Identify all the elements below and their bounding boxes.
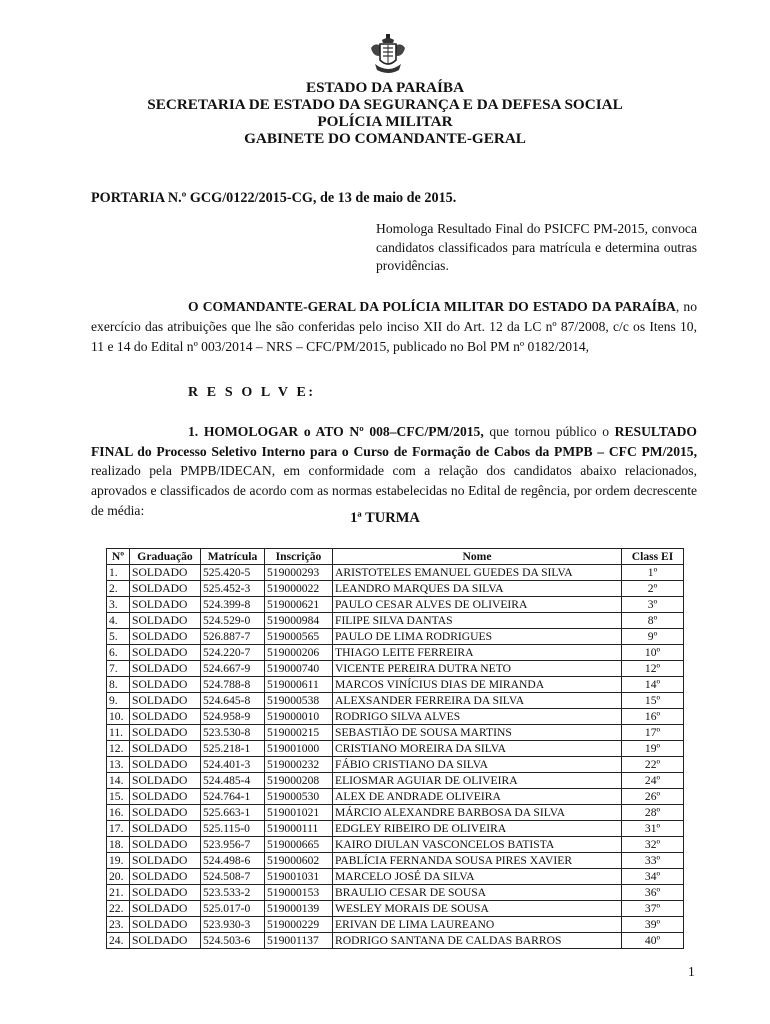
cell-registration: 524.958-9 — [201, 709, 265, 725]
cell-name: ARISTOTELES EMANUEL GUEDES DA SILVA — [333, 565, 622, 581]
cell-registration: 524.529-0 — [201, 613, 265, 629]
table-row — [107, 837, 684, 853]
cell-name: WESLEY MORAIS DE SOUSA — [333, 901, 622, 917]
table-row — [107, 565, 684, 581]
cell-rank: SOLDADO — [130, 677, 201, 693]
cell-registration: 523.533-2 — [201, 885, 265, 901]
item-1-text-b: realizado pela PMPB/IDECAN, em conformidade com a relação dos candidatos abaixo relacionados, aprovados e classificados de acordo com as normas estabelecidas no Edital de regência, por ordem decrescente de média: — [91, 463, 697, 518]
cell-classification: 2º — [622, 581, 684, 597]
cell-rank: SOLDADO — [130, 581, 201, 597]
intro-bold-heading: O COMANDANTE-GERAL DA POLÍCIA MILITAR DO ESTADO DA PARAÍBA — [188, 299, 676, 314]
cell-rank: SOLDADO — [130, 789, 201, 805]
cell-classification: 39º — [622, 917, 684, 933]
header-cabinet: GABINETE DO COMANDANTE-GERAL — [244, 130, 526, 147]
cell-number: 24. — [107, 933, 130, 949]
cell-number: 8. — [107, 677, 130, 693]
cell-name: LEANDRO MARQUES DA SILVA — [333, 581, 622, 597]
cell-rank: SOLDADO — [130, 821, 201, 837]
cell-rank: SOLDADO — [130, 597, 201, 613]
table-row — [107, 693, 684, 709]
cell-registration: 524.498-6 — [201, 853, 265, 869]
candidates-table — [106, 548, 684, 949]
cell-name: PAULO DE LIMA RODRIGUES — [333, 629, 622, 645]
cell-number: 7. — [107, 661, 130, 677]
cell-classification: 19º — [622, 741, 684, 757]
cell-enrollment: 519000621 — [265, 597, 333, 613]
cell-name: MARCELO JOSÉ DA SILVA — [333, 869, 622, 885]
cell-enrollment: 519000530 — [265, 789, 333, 805]
cell-classification: 31º — [622, 821, 684, 837]
cell-registration: 524.788-8 — [201, 677, 265, 693]
cell-classification: 15º — [622, 693, 684, 709]
cell-rank: SOLDADO — [130, 853, 201, 869]
cell-enrollment: 519000611 — [265, 677, 333, 693]
cell-name: PAULO CESAR ALVES DE OLIVEIRA — [333, 597, 622, 613]
table-row — [107, 725, 684, 741]
cell-enrollment: 519000602 — [265, 853, 333, 869]
table-row — [107, 661, 684, 677]
cell-enrollment: 519000665 — [265, 837, 333, 853]
cell-name: EDGLEY RIBEIRO DE OLIVEIRA — [333, 821, 622, 837]
table-header-row — [107, 549, 684, 565]
cell-classification: 37º — [622, 901, 684, 917]
class-group-title: 1ª TURMA — [350, 510, 420, 526]
cell-rank: SOLDADO — [130, 709, 201, 725]
cell-number: 18. — [107, 837, 130, 853]
table-row — [107, 677, 684, 693]
cell-rank: SOLDADO — [130, 933, 201, 949]
cell-registration: 525.420-5 — [201, 565, 265, 581]
table-row — [107, 789, 684, 805]
header-police: POLÍCIA MILITAR — [317, 113, 453, 130]
cell-name: MÁRCIO ALEXANDRE BARBOSA DA SILVA — [333, 805, 622, 821]
cell-number: 21. — [107, 885, 130, 901]
cell-registration: 525.218-1 — [201, 741, 265, 757]
cell-enrollment: 519000565 — [265, 629, 333, 645]
cell-registration: 524.401-3 — [201, 757, 265, 773]
item-1-paragraph — [91, 422, 697, 521]
cell-enrollment: 519000984 — [265, 613, 333, 629]
cell-number: 19. — [107, 853, 130, 869]
table-row — [107, 885, 684, 901]
cell-name: BRAULIO CESAR DE SOUSA — [333, 885, 622, 901]
header-name: Nome — [333, 549, 622, 565]
cell-number: 15. — [107, 789, 130, 805]
cell-enrollment: 519000232 — [265, 757, 333, 773]
cell-classification: 36º — [622, 885, 684, 901]
table-row — [107, 709, 684, 725]
cell-classification: 8º — [622, 613, 684, 629]
cell-rank: SOLDADO — [130, 565, 201, 581]
cell-enrollment: 519000010 — [265, 709, 333, 725]
cell-classification: 9º — [622, 629, 684, 645]
cell-number: 1. — [107, 565, 130, 581]
cell-name: CRISTIANO MOREIRA DA SILVA — [333, 741, 622, 757]
cell-classification: 22º — [622, 757, 684, 773]
cell-name: KAIRO DIULAN VASCONCELOS BATISTA — [333, 837, 622, 853]
cell-number: 12. — [107, 741, 130, 757]
table-row — [107, 853, 684, 869]
cell-number: 23. — [107, 917, 130, 933]
cell-rank: SOLDADO — [130, 837, 201, 853]
item-1-bold-result: RESULTADO FINAL do Processo Seletivo Interno para o Curso de Formação de Cabos da PMPB – CFC PM/2015, — [91, 424, 697, 459]
cell-number: 3. — [107, 597, 130, 613]
cell-rank: SOLDADO — [130, 917, 201, 933]
cell-enrollment: 519000740 — [265, 661, 333, 677]
cell-enrollment: 519000153 — [265, 885, 333, 901]
header-secretariat: SECRETARIA DE ESTADO DA SEGURANÇA E DA DEFESA SOCIAL — [147, 96, 623, 113]
cell-enrollment: 519001000 — [265, 741, 333, 757]
cell-number: 5. — [107, 629, 130, 645]
table-row — [107, 821, 684, 837]
table-row — [107, 597, 684, 613]
header-rank: Graduação — [130, 549, 201, 565]
cell-name: ALEXSANDER FERREIRA DA SILVA — [333, 693, 622, 709]
cell-rank: SOLDADO — [130, 757, 201, 773]
cell-enrollment: 519000139 — [265, 901, 333, 917]
cell-name: PABLÍCIA FERNANDA SOUSA PIRES XAVIER — [333, 853, 622, 869]
cell-classification: 26º — [622, 789, 684, 805]
cell-rank: SOLDADO — [130, 773, 201, 789]
cell-number: 20. — [107, 869, 130, 885]
cell-number: 6. — [107, 645, 130, 661]
cell-name: VICENTE PEREIRA DUTRA NETO — [333, 661, 622, 677]
page-number: 1 — [688, 964, 695, 979]
cell-registration: 523.930-3 — [201, 917, 265, 933]
cell-rank: SOLDADO — [130, 741, 201, 757]
cell-enrollment: 519001021 — [265, 805, 333, 821]
cell-number: 14. — [107, 773, 130, 789]
cell-registration: 525.452-3 — [201, 581, 265, 597]
cell-number: 4. — [107, 613, 130, 629]
cell-registration: 524.764-1 — [201, 789, 265, 805]
cell-registration: 524.503-6 — [201, 933, 265, 949]
header-classification: Class EI — [622, 549, 684, 565]
cell-number: 13. — [107, 757, 130, 773]
cell-registration: 524.667-9 — [201, 661, 265, 677]
table-row — [107, 917, 684, 933]
cell-registration: 524.645-8 — [201, 693, 265, 709]
cell-registration: 524.508-7 — [201, 869, 265, 885]
header-number: Nº — [107, 549, 130, 565]
table-body — [107, 565, 684, 949]
cell-enrollment: 519000208 — [265, 773, 333, 789]
ementa-summary: Homologa Resultado Final do PSICFC PM-2015, convoca candidatos classificados para matrícula e determina outras providências. — [376, 221, 697, 273]
cell-registration: 524.485-4 — [201, 773, 265, 789]
cell-classification: 1º — [622, 565, 684, 581]
cell-registration: 525.017-0 — [201, 901, 265, 917]
table-row — [107, 613, 684, 629]
cell-name: RODRIGO SILVA ALVES — [333, 709, 622, 725]
cell-rank: SOLDADO — [130, 901, 201, 917]
cell-number: 2. — [107, 581, 130, 597]
state-coat-of-arms-icon — [369, 34, 407, 76]
cell-classification: 16º — [622, 709, 684, 725]
cell-classification: 24º — [622, 773, 684, 789]
cell-name: ERIVAN DE LIMA LAUREANO — [333, 917, 622, 933]
header-state: ESTADO DA PARAÍBA — [305, 79, 465, 96]
cell-enrollment: 519000111 — [265, 821, 333, 837]
cell-number: 9. — [107, 693, 130, 709]
table-row — [107, 757, 684, 773]
cell-classification: 34º — [622, 869, 684, 885]
cell-enrollment: 519001031 — [265, 869, 333, 885]
item-1-bold-act: 1. HOMOLOGAR o ATO Nº 008–CFC/PM/2015, — [188, 424, 484, 439]
document-header — [0, 79, 770, 147]
cell-classification: 12º — [622, 661, 684, 677]
cell-name: SEBASTIÃO DE SOUSA MARTINS — [333, 725, 622, 741]
cell-name: ELIOSMAR AGUIAR DE OLIVEIRA — [333, 773, 622, 789]
cell-enrollment: 519000022 — [265, 581, 333, 597]
cell-classification: 10º — [622, 645, 684, 661]
cell-rank: SOLDADO — [130, 693, 201, 709]
cell-registration: 523.956-7 — [201, 837, 265, 853]
intro-paragraph — [91, 297, 697, 357]
table-row — [107, 581, 684, 597]
cell-name: MARCOS VINÍCIUS DIAS DE MIRANDA — [333, 677, 622, 693]
cell-classification: 33º — [622, 853, 684, 869]
item-1-text-a: que tornou público o — [483, 424, 615, 439]
cell-classification: 40º — [622, 933, 684, 949]
cell-number: 11. — [107, 725, 130, 741]
cell-registration: 524.399-8 — [201, 597, 265, 613]
cell-registration: 525.663-1 — [201, 805, 265, 821]
intro-text: , no exercício das atribuições que lhe são conferidas pelo inciso XII do Art. 12 da LC nº 87/2008, c/c os Itens 10, 11 e 14 do Edital nº 003/2014 – NRS – CFC/PM/2015, publicado no Bol PM nº 0182/2014, — [91, 299, 697, 354]
table-row — [107, 869, 684, 885]
table-row — [107, 805, 684, 821]
cell-number: 17. — [107, 821, 130, 837]
cell-rank: SOLDADO — [130, 869, 201, 885]
cell-enrollment: 519000215 — [265, 725, 333, 741]
cell-registration: 523.530-8 — [201, 725, 265, 741]
cell-enrollment: 519001137 — [265, 933, 333, 949]
header-enrollment: Inscrição — [265, 549, 333, 565]
cell-rank: SOLDADO — [130, 661, 201, 677]
cell-classification: 14º — [622, 677, 684, 693]
cell-registration: 524.220-7 — [201, 645, 265, 661]
table-row — [107, 901, 684, 917]
table-row — [107, 629, 684, 645]
cell-classification: 17º — [622, 725, 684, 741]
cell-rank: SOLDADO — [130, 629, 201, 645]
cell-registration: 526.887-7 — [201, 629, 265, 645]
cell-rank: SOLDADO — [130, 805, 201, 821]
cell-enrollment: 519000206 — [265, 645, 333, 661]
portaria-title: PORTARIA N.º GCG/0122/2015-CG, de 13 de maio de 2015. — [91, 190, 457, 206]
cell-rank: SOLDADO — [130, 613, 201, 629]
cell-classification: 28º — [622, 805, 684, 821]
cell-classification: 32º — [622, 837, 684, 853]
table-row — [107, 645, 684, 661]
cell-rank: SOLDADO — [130, 885, 201, 901]
cell-name: ALEX DE ANDRADE OLIVEIRA — [333, 789, 622, 805]
table-row — [107, 773, 684, 789]
cell-name: FILIPE SILVA DANTAS — [333, 613, 622, 629]
cell-enrollment: 519000538 — [265, 693, 333, 709]
cell-number: 10. — [107, 709, 130, 725]
cell-classification: 3º — [622, 597, 684, 613]
resolve-heading: R E S O L V E: — [188, 385, 316, 400]
cell-rank: SOLDADO — [130, 645, 201, 661]
cell-name: THIAGO LEITE FERREIRA — [333, 645, 622, 661]
cell-rank: SOLDADO — [130, 725, 201, 741]
cell-enrollment: 519000229 — [265, 917, 333, 933]
cell-name: FÁBIO CRISTIANO DA SILVA — [333, 757, 622, 773]
header-registration: Matrícula — [201, 549, 265, 565]
cell-enrollment: 519000293 — [265, 565, 333, 581]
cell-number: 22. — [107, 901, 130, 917]
cell-name: RODRIGO SANTANA DE CALDAS BARROS — [333, 933, 622, 949]
cell-number: 16. — [107, 805, 130, 821]
table-row — [107, 741, 684, 757]
table-row — [107, 933, 684, 949]
cell-registration: 525.115-0 — [201, 821, 265, 837]
